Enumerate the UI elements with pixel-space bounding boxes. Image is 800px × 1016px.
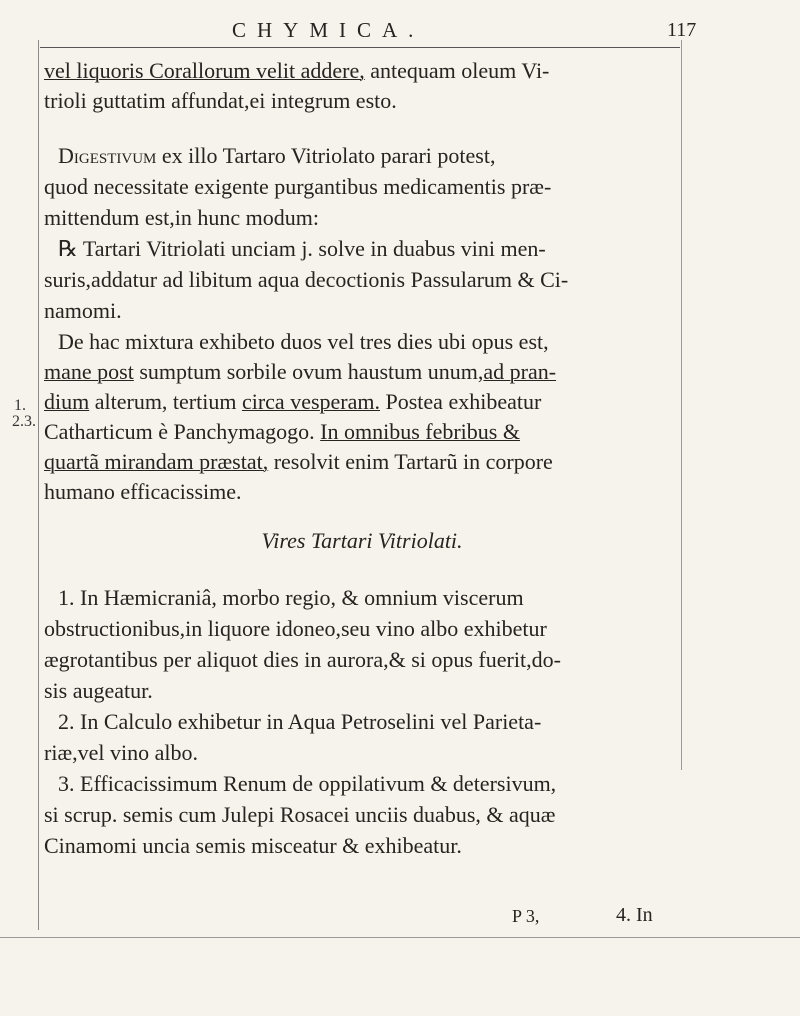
text-line: trioli guttatim affundat,ei integrum esto. — [44, 88, 397, 113]
text-line: sis augeatur. — [44, 678, 153, 703]
text-line: 2. In Calculo exhibetur in Aqua Petroselini vel Parieta- — [58, 709, 542, 734]
section-heading: Vires Tartari Vitriolati. — [261, 528, 463, 553]
text-line: ægrotantibus per aliquot dies in aurora,& si opus fuerit,do- — [44, 647, 561, 672]
margin-note: 1. — [14, 397, 26, 414]
page-number: 117 — [667, 19, 697, 41]
catchword: 4. In — [616, 904, 653, 926]
text-line: mane post sumptum sorbile ovum haustum unum,ad pran- — [44, 359, 557, 384]
text-line: Cinamomi uncia semis misceatur & exhibeatur. — [44, 833, 462, 858]
recipe-line: ℞ Tartari Vitriolati unciam j. solve in duabus vini men- — [58, 236, 546, 261]
text-line: riæ,vel vino albo. — [44, 740, 198, 765]
text-line: si scrup. semis cum Julepi Rosacei unciis duabus, & aquæ — [44, 802, 556, 827]
text-line: namomi. — [44, 298, 122, 323]
text-line: quartã mirandam præstat, resolvit enim Tartarũ in corpore — [44, 449, 553, 474]
text-line: suris,addatur ad libitum aqua decoctionis Passularum & Ci- — [44, 267, 569, 292]
text-line: De hac mixtura exhibeto duos vel tres dies ubi opus est, — [58, 329, 549, 354]
running-header: CHYMICA. — [232, 18, 425, 42]
signature-mark: P 3, — [512, 906, 540, 926]
text-line: dium alterum, tertium circa vesperam. Postea exhibeatur — [44, 389, 542, 414]
text-line: vel liquoris Corallorum velit addere, antequam oleum Vi- — [44, 58, 550, 83]
text-line: humano efficacissime. — [44, 479, 242, 504]
text-line: Digestivum ex illo Tartaro Vitriolato parari potest, — [58, 143, 496, 168]
text-line: quod necessitate exigente purgantibus medicamentis præ- — [44, 174, 552, 199]
text-line: obstructionibus,in liquore idoneo,seu vino albo exhibetur — [44, 616, 547, 641]
page-edge-line — [0, 937, 800, 938]
text-line: 1. In Hæmicraniâ, morbo regio, & omnium viscerum — [58, 585, 524, 610]
margin-note: 2.3. — [12, 413, 36, 430]
left-frame-line — [38, 40, 39, 930]
section-keyword: Digestivum — [58, 143, 157, 168]
header-rule — [40, 47, 680, 48]
text-line: Catharticum è Panchymagogo. In omnibus febribus & — [44, 419, 520, 444]
text-line: 3. Efficacissimum Renum de oppilativum & detersivum, — [58, 771, 557, 796]
right-frame-line — [681, 40, 682, 770]
text-line: mittendum est,in hunc modum: — [44, 205, 319, 230]
